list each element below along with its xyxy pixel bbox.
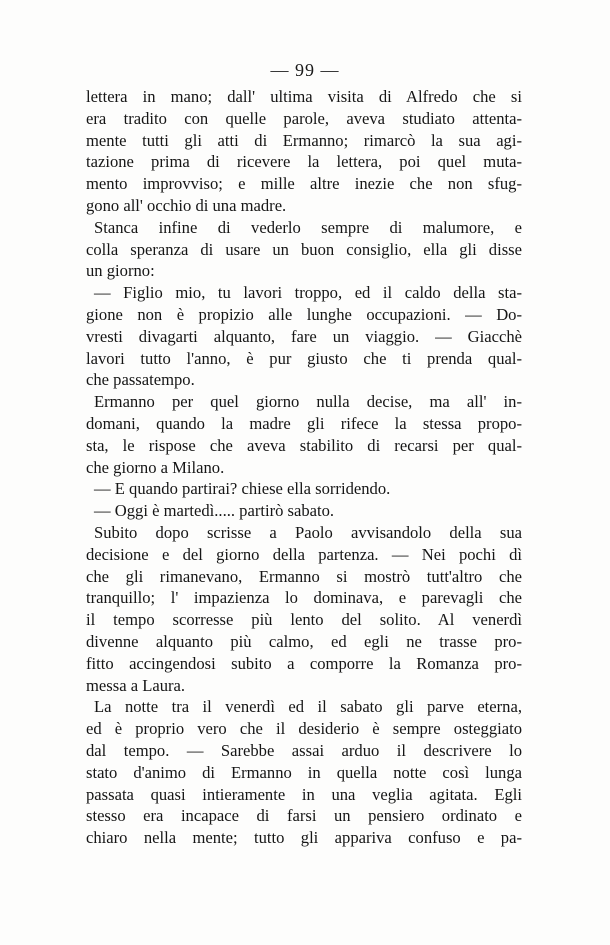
text-line: lavori tutto l'anno, è pur giusto che ti prenda qual- (86, 348, 522, 368)
text-line: dal tempo. — Sarebbe assai arduo il descrivere lo (86, 740, 522, 760)
text-line: ed è proprio vero che il desiderio è sempre osteggiato (86, 719, 522, 739)
text-line: Ermanno per quel giorno nulla decise, ma all' in- (94, 392, 522, 412)
text-line: — E quando partirai? chiese ella sorridendo. (94, 479, 391, 499)
text-line: colla speranza di usare un buon consiglio, ella gli disse (86, 239, 522, 259)
text-line: era tradito con quelle parole, aveva studiato attenta- (86, 108, 522, 128)
text-line: che gli rimanevano, Ermanno si mostrò tutt'altro che (86, 566, 522, 586)
text-line: messa a Laura. (86, 675, 186, 695)
text-line: il tempo scorresse più lento del solito. Al venerdì (86, 610, 522, 630)
text-line: mento improvviso; e mille altre inezie che non sfug- (86, 174, 522, 194)
text-line: un giorno: (86, 261, 155, 281)
text-line: decisione e del giorno della partenza. — Nei pochi dì (86, 544, 522, 564)
text-line: gono all' occhio di una madre. (86, 195, 287, 215)
text-line: lettera in mano; dall' ultima visita di Alfredo che si (86, 87, 522, 106)
text-line: che giorno a Milano. (86, 457, 225, 477)
text-line: stato d'animo di Ermanno in quella notte così lunga (86, 762, 522, 782)
text-line: chiaro nella mente; tutto gli appariva confuso e pa- (86, 828, 522, 848)
body-text (86, 86, 522, 849)
text-line: domani, quando la madre gli rifece la stessa propo- (86, 413, 522, 433)
text-line: Subito dopo scrisse a Paolo avvisandolo della sua (94, 522, 522, 542)
page-number: — 99 — (270, 60, 340, 80)
text-line: divenne alquanto più calmo, ed egli ne trasse pro- (86, 631, 522, 651)
text-line: che passatempo. (86, 370, 195, 390)
text-line: Stanca infine di vederlo sempre di malumore, e (94, 217, 522, 237)
text-line: sta, le rispose che aveva stabilito di recarsi per qual- (86, 435, 522, 455)
text-line: — Oggi è martedì..... partirò sabato. (94, 501, 335, 521)
text-line: La notte tra il venerdì ed il sabato gli parve eterna, (94, 697, 522, 717)
text-line: tranquillo; l' impazienza lo dominava, e parevagli che (86, 588, 522, 608)
text-line: gione non è propizio alle lunghe occupazioni. — Do- (86, 304, 522, 324)
text-line: vresti divagarti alquanto, fare un viaggio. — Giacchè (86, 326, 522, 346)
text-line: — Figlio mio, tu lavori troppo, ed il caldo della sta- (94, 283, 522, 303)
text-line: tazione prima di ricevere la lettera, poi quel muta- (86, 152, 522, 172)
text-line: fitto accingendosi subito a comporre la Romanza pro- (86, 653, 522, 673)
text-line: mente tutti gli atti di Ermanno; rimarcò la sua agi- (86, 130, 522, 150)
text-line: passata quasi intieramente in una veglia agitata. Egli (86, 784, 522, 804)
text-line: stesso era incapace di farsi un pensiero ordinato e (86, 806, 522, 826)
